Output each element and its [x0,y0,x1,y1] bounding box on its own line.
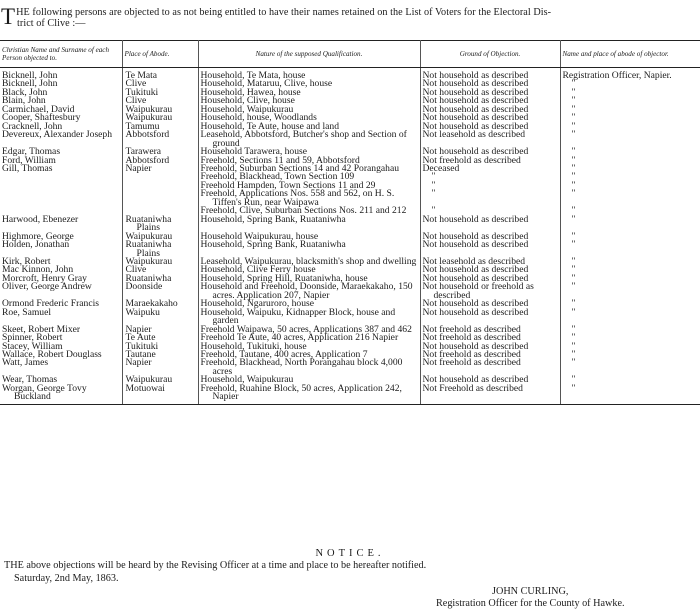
cell-ground: Not freehold as described [422,332,521,344]
cell-objector: " [571,281,576,293]
cell-qualification: Household, Te Mata, house [200,70,306,81]
cell-ground: Not household as described [422,213,529,225]
cell-qualification: Freehold, Ruahine Block, 50 acres, Application 242, Napier [200,382,402,403]
cell-abode: Napier [125,162,152,174]
cell-ground: " [431,188,436,200]
cell-name: Ormond Frederic Francis [2,298,99,310]
table-row [0,283,700,300]
cell-abode: Waipukurau [125,374,173,386]
cell-ground: Not household as described [422,230,529,242]
cell-objector: " [571,154,576,166]
table-row [0,97,700,105]
header-objector: Name and place of abode of objector. [560,41,700,68]
cell-objector: " [571,188,576,200]
signatory-title: Registration Officer for the County of Hawke. [436,598,625,609]
cell-name: Oliver, George Andrew [2,281,92,293]
cell-name: Black, John [2,86,48,98]
cell-objector: " [571,205,576,217]
cell-qualification: Household, Waipukurau [200,374,294,386]
cell-name: Morcroft, Henry Gray [2,272,87,284]
table-header-row [0,41,700,68]
cell-ground: Not freehold as described [422,154,521,166]
cell-ground: Not leasehold as described [422,129,526,141]
header-qualification: Nature of the supposed Qualification. [198,41,420,68]
cell-objector: " [571,129,576,141]
cell-qualification: Freehold Waipawa, 50 acres, Applications 387 and 462 [200,323,412,335]
cell-qualification: Household, Spring Bank, Ruataniwha [200,213,346,225]
cell-ground: " [431,171,436,183]
cell-name: Bicknell, John [2,70,58,81]
cell-qualification: Household, Clive, house [200,95,295,107]
cell-name: Edgar, Thomas [2,146,61,158]
cell-name: Wear, Thomas [2,374,58,386]
cell-ground: Not household as described [422,374,529,386]
intro-line-1: HE following persons are objected to as not being entitled to have their names retained on the List of Voters for the Electoral Dis- [16,7,552,18]
cell-name: Spinner, Robert [2,332,63,344]
cell-qualification: Household, Clive Ferry house [200,264,316,276]
objections-table [0,40,700,405]
cell-name: Gill, Thomas [2,162,53,174]
cell-qualification: Household, Waipukurau [200,103,294,115]
cell-objector: " [571,332,576,344]
cell-objector: " [571,230,576,242]
cell-abode: Ruataniwha Plains [125,239,172,259]
cell-objector: " [571,146,576,158]
cell-abode: Maraekakaho [125,298,178,310]
cell-qualification: Freehold, Blackhead, North Porangahau block 4,000 acres [200,357,403,377]
cell-objector: " [571,374,576,386]
table-row [0,89,700,97]
drop-cap: T [1,4,16,29]
cell-name: Devereux, Alexander Joseph [2,129,113,141]
cell-abode: Clive [125,95,147,107]
table-row [0,385,700,404]
table-row [0,359,700,376]
cell-name: Watt, James [2,357,49,369]
cell-abode: Te Aute [125,332,156,344]
cell-abode: Ruataniwha [125,272,172,284]
cell-abode: Tukituki [125,340,159,352]
cell-objector: Registration Officer, Napier. [562,70,672,81]
cell-abode: Tautane [125,348,156,360]
notice-heading: NOTICE. [315,548,385,559]
cell-name: Wallace, Robert Douglass [2,348,102,360]
cell-objector: " [571,162,576,174]
cell-ground: Not household as described [422,298,529,310]
cell-qualification: Freehold, Sections 11 and 59, Abbotsford [200,154,360,166]
cell-name: Ford, William [2,154,56,166]
cell-objector: " [571,103,576,115]
cell-name: Roe, Samuel [2,306,52,318]
signatory-name: JOHN CURLING, [492,586,569,597]
table-row [0,216,700,233]
cell-ground: " [431,179,436,191]
cell-objector: " [571,306,576,318]
cell-ground: Deceased [422,162,460,174]
cell-name: Kirk, Robert [2,255,51,267]
cell-ground: Not household as described [422,272,529,284]
cell-ground: Not leasehold as described [422,255,526,267]
cell-abode: Napier [125,323,152,335]
cell-ground: Not freehold as described [422,348,521,360]
notice-date: Saturday, 2nd May, 1863. [14,573,119,584]
cell-abode: Abbotsford [125,154,170,166]
cell-name: Carmichael, David [2,103,75,115]
cell-name: Bicknell, John [2,78,58,90]
cell-objector: " [571,255,576,267]
cell-qualification: Household, Spring Hill, Ruataniwha, house [200,272,368,284]
table-row [0,114,700,122]
cell-ground: Not household as described [422,78,529,90]
cell-objector: " [571,340,576,352]
cell-abode: Te Mata [125,70,158,81]
cell-qualification: Household, Tukituki, house [200,340,307,352]
cell-name: Cracknell, John [2,120,63,132]
cell-qualification: Household Tarawera, house [200,146,308,158]
cell-qualification: Household, Te Aute, house and land [200,120,340,132]
cell-objector: " [571,179,576,191]
cell-objector: " [571,298,576,310]
cell-ground: Not household as described [422,103,529,115]
cell-abode: Waipukurau [125,103,173,115]
cell-qualification: Household and Freehold, Doonside, Maraekakaho, 150 acres. Application 207, Napier [200,281,413,301]
header-name: Christian Name and Surname of each Person objected to. [0,41,122,68]
cell-objector: " [571,357,576,369]
cell-objector: " [571,78,576,90]
cell-ground: Not Freehold as described [422,382,523,394]
cell-ground: Not household as described [422,95,529,107]
cell-abode: Abbotsford [125,129,170,141]
intro-line-2: trict of Clive :— [17,18,86,29]
cell-name: Holden, Jonathan [2,239,70,251]
cell-objector: " [571,86,576,98]
cell-objector: " [571,264,576,276]
cell-abode: Ruataniwha Plains [125,213,172,234]
cell-qualification: Freehold Te Aute, 40 acres, Application 216 Napier [200,332,399,344]
cell-qualification: Household Waipukurau, house [200,230,319,242]
table-row [0,80,700,88]
cell-ground: Not household as described [422,146,529,158]
cell-ground: Not freehold as described [422,323,521,335]
cell-name: Worgan, George Tovy Buckland [2,382,87,403]
table-body [0,68,700,405]
cell-qualification: Freehold, Tautane, 400 acres, Application 7 [200,348,368,360]
cell-qualification: Household, Spring Bank, Ruataniwha [200,239,346,251]
cell-name: Cooper, Shaftesbury [2,112,81,124]
cell-abode: Motuowai [125,382,165,394]
cell-abode: Waipukurau [125,255,173,267]
cell-objector: " [571,120,576,132]
cell-name: Highmore, George [2,230,74,242]
cell-ground: Not household as described [422,306,529,318]
cell-objector: " [571,382,576,394]
cell-ground: Not household as described [422,264,529,276]
cell-ground: Not household or freehold as described [422,281,534,301]
table-row [0,207,700,215]
header-abode: Place of Abode. [122,41,198,68]
cell-ground: Not household as described [422,86,529,98]
cell-abode: Clive [125,264,147,276]
cell-ground: Not household as described [422,112,529,124]
cell-abode: Clive [125,78,147,90]
cell-objector: " [571,239,576,251]
cell-ground: Not freehold as described [422,357,521,369]
cell-qualification: Household, Waipuku, Kidnapper Block, house and garden [200,306,396,327]
intro-paragraph [1,4,696,29]
cell-abode: Waipukurau [125,230,173,242]
table-row [0,106,700,114]
cell-objector: " [571,171,576,183]
cell-abode: Doonside [125,281,163,293]
cell-qualification: Leasehold, Waipukurau, blacksmith's shop and dwelling [200,255,417,267]
cell-objector: " [571,112,576,124]
table-row [0,68,700,81]
cell-qualification: Household, house, Woodlands [200,112,317,124]
table-row [0,131,700,148]
cell-ground: Not household as described [422,340,529,352]
table-row [0,233,700,241]
cell-ground: Not household as described [422,120,529,132]
table-row [0,258,700,266]
cell-objector: " [571,348,576,360]
notice-text: THE above objections will be heard by the Revising Officer at a time and place to be hereafter notified. [4,560,427,571]
cell-qualification: Household, Hawea, house [200,86,301,98]
cell-name: Blain, John [2,95,46,107]
cell-name: Stacey, William [2,340,63,352]
cell-abode: Tukituki [125,86,159,98]
cell-qualification: Freehold, Applications Nos. 558 and 562, on H. S. Tiffen's Run, near Waipawa [200,188,395,208]
cell-abode: Tarawera [125,146,162,158]
cell-ground: Not household as described [422,239,529,251]
cell-qualification: Household, Mataruu, Clive, house [200,78,333,90]
cell-name: Skeet, Robert Mixer [2,323,81,335]
header-ground: Ground of Objection. [420,41,560,68]
cell-qualification: Freehold, Blackhead, Town Section 109 [200,171,355,183]
cell-qualification: Freehold Hampden, Town Sections 11 and 29 [200,179,376,191]
cell-objector: " [571,95,576,107]
cell-abode: Waipuku [125,306,160,318]
cell-objector: " [571,213,576,225]
cell-objector: " [571,323,576,335]
cell-qualification: Household, Ngaruroro, house [200,298,315,310]
cell-qualification: Freehold, Suburban Sections 14 and 42 Porangahau [200,162,400,174]
table-row [0,334,700,342]
cell-ground: Not household as described [422,70,529,81]
cell-qualification: Leasehold, Abbotsford, Butcher's shop and Section of ground [200,129,407,149]
cell-abode: Waipukurau [125,112,173,124]
cell-abode: Tamumu [125,120,160,132]
cell-name: Mac Kinnon, John [2,264,74,276]
cell-name: Harwood, Ebenezer [2,213,79,225]
cell-ground: " [431,205,436,217]
cell-abode: Napier [125,357,152,369]
cell-qualification: Freehold, Clive, Suburban Sections Nos. 211 and 212 [200,205,407,217]
cell-objector: " [571,272,576,284]
